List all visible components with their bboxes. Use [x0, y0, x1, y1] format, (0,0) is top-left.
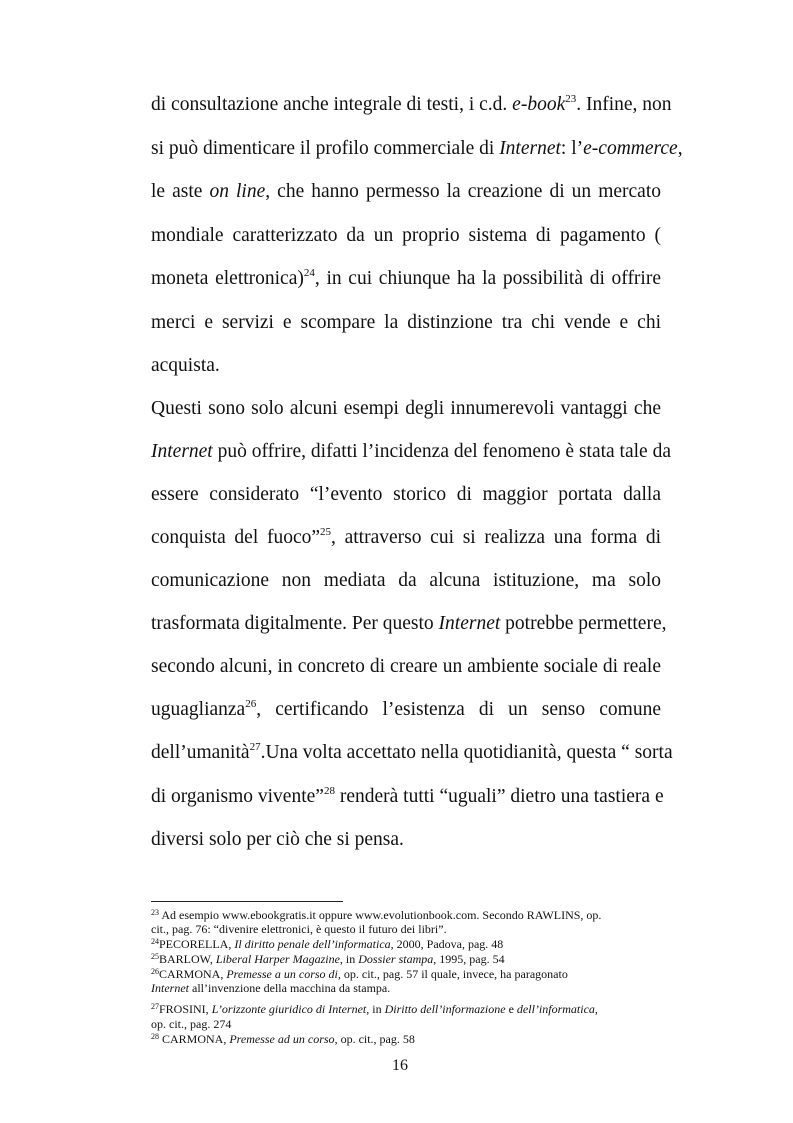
- footnote-ref: 27: [249, 741, 261, 753]
- body-line-11: [151, 526, 661, 550]
- footnote-27-cont: op. cit., pag. 274: [151, 1017, 232, 1031]
- text-run: uguaglianza: [151, 699, 246, 720]
- text-run: può offrire, difatti l’incidenza del fenomeno è stata tale da: [212, 441, 671, 462]
- footnote-ref: 24: [303, 267, 315, 279]
- footnote-ref: 25: [320, 526, 332, 538]
- text-run: . Infine, non: [576, 94, 672, 115]
- footnote-27: [151, 1002, 661, 1016]
- text-run: Ad esempio www.ebookgratis.it oppure www.evolutionbook.com. Secondo RAWLINS, op.: [159, 908, 602, 922]
- text-run: di organismo vivente”: [151, 786, 324, 807]
- text-run: ,: [677, 138, 683, 159]
- footnote-26-cont: [151, 981, 661, 995]
- text-run: , attraverso cui si realizza una forma di: [331, 527, 661, 548]
- body-line-14: secondo alcuni, in concreto di creare un ambiente sociale di reale: [151, 656, 661, 677]
- italic-term: e-book: [512, 94, 566, 115]
- text-run: FROSINI,: [159, 1002, 212, 1016]
- footnote-23-cont: cit., pag. 76: “divenire elettronici, è questo il futuro dei libri”.: [151, 922, 447, 936]
- text-run: le aste: [151, 181, 210, 202]
- footnote-separator: [151, 901, 343, 902]
- footnote-number: 24: [151, 937, 159, 946]
- footnote-28: [151, 1032, 661, 1046]
- text-run: moneta elettronica): [151, 268, 304, 289]
- text-run: , 2000, Padova, pag. 48: [390, 937, 504, 951]
- body-line-2: [151, 137, 683, 161]
- italic-term: Internet: [438, 613, 501, 634]
- italic-term: Internet: [499, 138, 561, 159]
- body-line-18: diversi solo per ciò che si pensa.: [151, 829, 404, 850]
- text-run: , 1995, pag. 54: [433, 952, 505, 966]
- italic-title: L’orizzonte giuridico di Internet,: [211, 1002, 370, 1016]
- text-run: all’invenzione della macchina da stampa.: [189, 981, 391, 995]
- footnote-ref: 28: [323, 785, 335, 797]
- text-run: , certificando l’esistenza di un senso comune: [256, 699, 661, 720]
- page-number: 16: [392, 1057, 408, 1074]
- italic-title: Premesse ad un corso: [229, 1032, 335, 1046]
- text-run: BARLOW,: [159, 952, 216, 966]
- text-run: , in cui chiunque ha la possibilità di offrire: [314, 268, 661, 289]
- body-line-12: comunicazione non mediata da alcuna istituzione, ma solo: [151, 570, 661, 591]
- body-line-3: [151, 180, 661, 204]
- footnote-number: 26: [151, 967, 159, 976]
- footnote-24: [151, 937, 661, 951]
- body-line-1: [151, 93, 672, 117]
- body-line-5: [151, 267, 661, 291]
- italic-title: Diritto dell’informazione: [384, 1002, 506, 1016]
- text-run: in: [369, 1002, 385, 1016]
- text-run: ,: [594, 1002, 598, 1016]
- text-run: CARMONA,: [159, 1032, 230, 1046]
- text-run: : l’: [560, 138, 584, 159]
- text-run: si può dimenticare il profilo commerciale di: [151, 138, 500, 159]
- italic-term: e-commerce: [583, 138, 678, 159]
- text-run: trasformata digitalmente. Per questo: [151, 613, 439, 634]
- italic-title: Premesse a un corso di,: [226, 967, 341, 981]
- body-line-9: [151, 440, 671, 464]
- text-run: PECORELLA,: [159, 937, 235, 951]
- text-run: di consultazione anche integrale di testi, i c.d.: [151, 94, 513, 115]
- italic-title: dell’informatica: [516, 1002, 595, 1016]
- text-run: potrebbe permettere,: [500, 613, 667, 634]
- footnote-number: 23: [151, 908, 159, 917]
- text-run: conquista del fuoco”: [151, 527, 321, 548]
- text-run: renderà tutti “uguali” dietro una tastiera e: [334, 786, 664, 807]
- italic-title: Liberal Harper Magazine: [215, 952, 340, 966]
- footnote-25: [151, 952, 661, 966]
- footnote-number: 25: [151, 952, 159, 961]
- text-run: dell’umanità: [151, 742, 250, 763]
- body-line-15: [151, 698, 661, 722]
- italic-term: Internet: [151, 441, 213, 462]
- italic-title: Dossier stampa: [358, 952, 434, 966]
- text-run: , op. cit., pag. 58: [334, 1032, 415, 1046]
- body-line-8: Questi sono solo alcuni esempi degli innumerevoli vantaggi che: [151, 398, 661, 419]
- footnote-number: 27: [151, 1002, 159, 1011]
- footnote-ref: 23: [565, 93, 577, 105]
- body-line-10: essere considerato “l’evento storico di maggior portata dalla: [151, 484, 661, 505]
- footnote-23: [151, 908, 661, 922]
- text-run: op. cit., pag. 57 il quale, invece, ha paragonato: [340, 967, 568, 981]
- text-run: e: [505, 1002, 517, 1016]
- body-line-17: [151, 785, 664, 809]
- italic-term: Internet: [151, 981, 189, 995]
- body-line-13: [151, 612, 667, 636]
- italic-title: Il diritto penale dell’informatica: [234, 937, 391, 951]
- text-run: CARMONA,: [159, 967, 227, 981]
- body-line-6: merci e servizi e scompare la distinzione tra chi vende e chi: [151, 312, 661, 333]
- footnote-number: 28: [151, 1032, 159, 1041]
- body-line-7: acquista.: [151, 355, 220, 376]
- body-line-4: mondiale caratterizzato da un proprio sistema di pagamento (: [151, 225, 661, 246]
- text-run: , in: [339, 952, 359, 966]
- text-run: , che hanno permesso la creazione di un mercato: [265, 181, 661, 202]
- footnote-ref: 26: [245, 698, 257, 710]
- italic-term: on line: [209, 181, 266, 202]
- text-run: .Una volta accettato nella quotidianità, questa “ sorta: [260, 742, 673, 763]
- footnote-26: [151, 967, 661, 981]
- body-line-16: [151, 741, 673, 765]
